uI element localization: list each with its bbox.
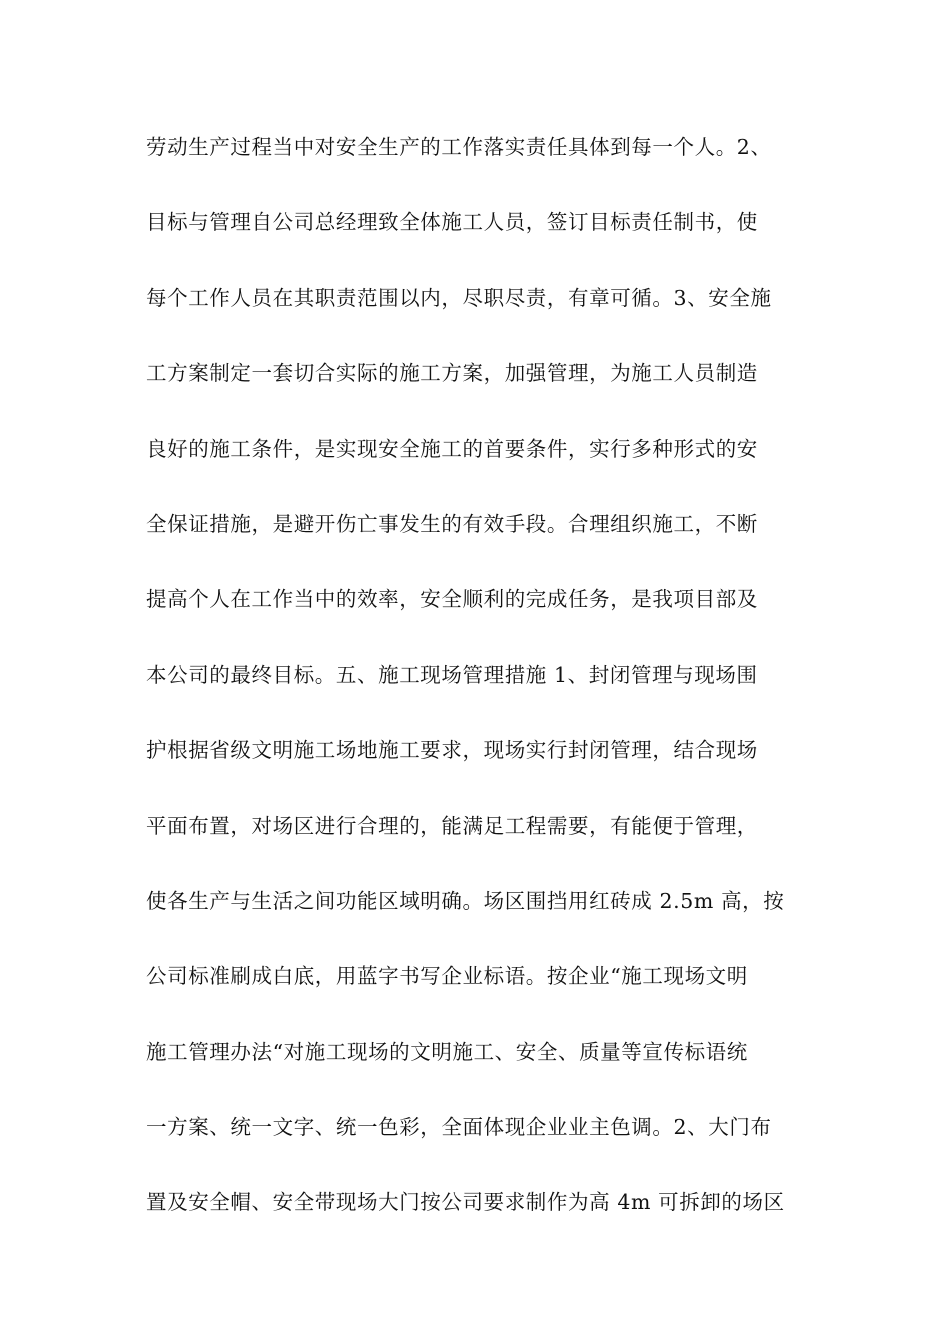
- text-line: 全保证措施，是避开伤亡事发生的有效手段。合理组织施工，不断: [146, 511, 758, 536]
- text-line: 一方案、统一文字、统一色彩，全面体现企业业主色调。2、大门布: [146, 1115, 772, 1140]
- text-line: 本公司的最终目标。五、施工现场管理措施 1、封闭管理与现场围: [146, 662, 758, 687]
- text-line: 目标与管理自公司总经理致全体施工人员，签订目标责任制书，使: [146, 210, 758, 235]
- text-line: 公司标准刷成白底，用蓝字书写企业标语。按企业“施工现场文明: [146, 964, 748, 989]
- text-line: 使各生产与生活之间功能区域明确。场区围挡用红砖成 2.5m 高，按: [146, 888, 785, 913]
- text-line: 护根据省级文明施工场地施工要求，现场实行封闭管理，结合现场: [146, 738, 758, 763]
- text-line: 施工管理办法“对施工现场的文明施工、安全、质量等宣传标语统: [146, 1039, 748, 1064]
- text-line: 工方案制定一套切合实际的施工方案，加强管理，为施工人员制造: [146, 361, 758, 386]
- text-line: 劳动生产过程当中对安全生产的工作落实责任具体到每一个人。2、: [146, 135, 772, 159]
- text-line: 每个工作人员在其职责范围以内，尽职尽责，有章可循。3、安全施: [146, 285, 772, 310]
- body-text: [146, 129, 826, 1260]
- text-line: 平面布置，对场区进行合理的，能满足工程需要，有能便于管理，: [146, 813, 758, 838]
- text-line: 良好的施工条件，是实现安全施工的首要条件，实行多种形式的安: [146, 436, 758, 461]
- text-line: 置及安全帽、安全带现场大门按公司要求制作为高 4m 可拆卸的场区: [146, 1190, 785, 1215]
- text-line: 提高个人在工作当中的效率，安全顺利的完成任务，是我项目部及: [146, 587, 758, 612]
